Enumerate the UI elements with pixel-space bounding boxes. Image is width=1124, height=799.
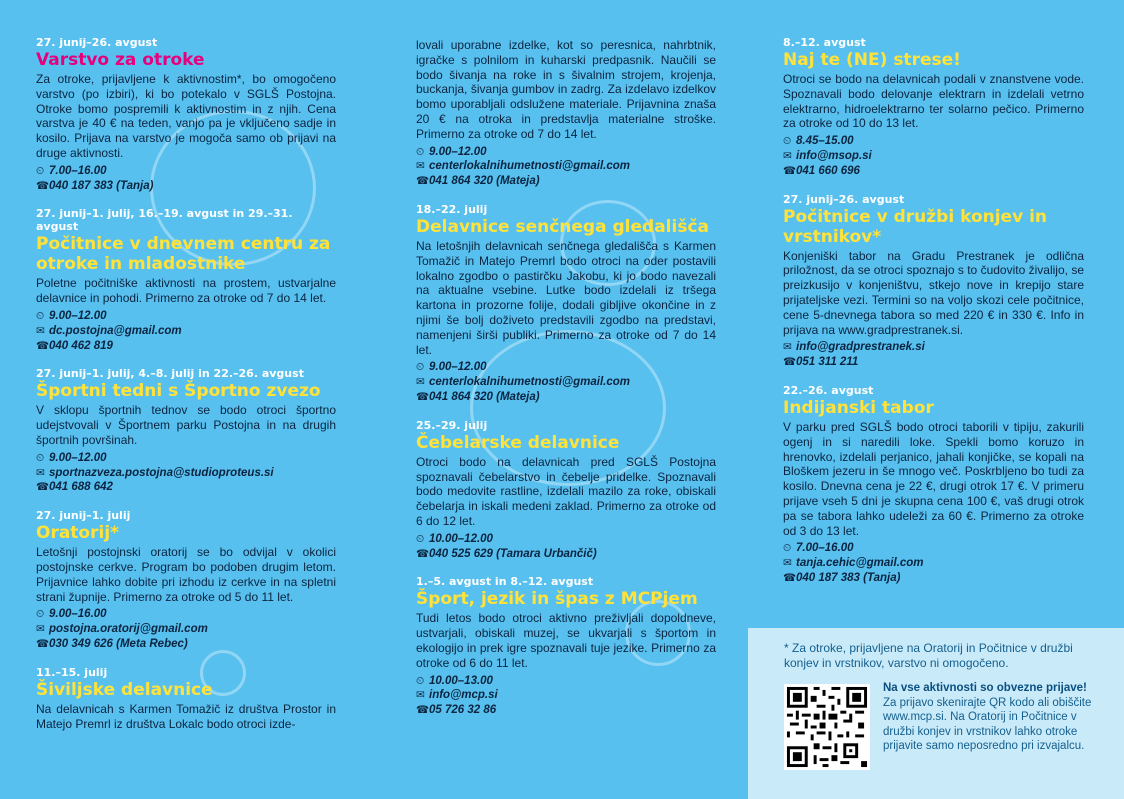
column-left bbox=[36, 36, 336, 745]
activity-title: Indijanski tabor bbox=[783, 397, 934, 418]
activity-title: Čebelarske delavnice bbox=[416, 432, 620, 453]
phone-icon: ☎ bbox=[416, 704, 430, 717]
activity-email[interactable] bbox=[36, 324, 336, 339]
activity-time bbox=[783, 134, 1084, 149]
activity-block bbox=[36, 509, 336, 652]
registration-required: Na vse aktivnosti so obvezne prijave! bbox=[883, 682, 1087, 694]
clock-icon: ⏲ bbox=[36, 309, 45, 322]
phone-icon: ☎ bbox=[783, 356, 797, 369]
activity-title: Šiviljske delavnice bbox=[36, 679, 213, 700]
mail-icon: ✉ bbox=[783, 341, 792, 354]
column-middle bbox=[416, 36, 716, 732]
activity-email[interactable] bbox=[783, 340, 1084, 355]
activity-time bbox=[416, 360, 716, 375]
activity-email[interactable] bbox=[783, 149, 1084, 164]
activity-block bbox=[36, 666, 336, 732]
activity-time-text: 9.00–12.00 bbox=[49, 309, 107, 322]
activity-block bbox=[416, 203, 716, 405]
activity-time bbox=[783, 541, 1084, 556]
qr-instructions bbox=[883, 681, 1093, 754]
activity-phone[interactable] bbox=[36, 637, 336, 652]
activity-email[interactable] bbox=[416, 159, 716, 174]
activity-date: 11.–15. julij bbox=[36, 665, 108, 679]
activity-date: 8.–12. avgust bbox=[783, 36, 866, 49]
activity-description: Poletne počitniške aktivnosti na prostem, ustvarjalne delavnice in pohodi. Primerno za otroke od 7 do 14 let. bbox=[36, 276, 336, 306]
clock-icon: ⏲ bbox=[416, 674, 425, 687]
activity-time-text: 7.00–16.00 bbox=[49, 164, 107, 177]
activity-block bbox=[36, 36, 336, 193]
activity-title: Šport, jezik in špas z MCPjem bbox=[416, 589, 698, 610]
activity-time bbox=[36, 607, 336, 622]
mail-icon: ✉ bbox=[36, 623, 45, 636]
activity-description: Na delavnicah s Karmen Tomažič iz društva Prostor in Matejo Premrl iz društva Lokalc bodo otroci izde- bbox=[36, 701, 336, 731]
clock-icon: ⏲ bbox=[36, 451, 45, 464]
activity-date: 27. junij–26. avgust bbox=[783, 192, 905, 206]
activity-email-text: info@mcp.si bbox=[429, 689, 498, 702]
activity-title: Počitnice v družbi konjev in vrstnikov* bbox=[783, 206, 1048, 247]
activity-block bbox=[783, 193, 1084, 370]
activity-time-text: 9.00–12.00 bbox=[429, 145, 487, 158]
activity-email-text: sportnazveza.postojna@studioproteus.si bbox=[49, 466, 274, 479]
activity-phone-text: 040 187 383 (Tanja) bbox=[49, 179, 154, 192]
activity-phone[interactable] bbox=[783, 571, 1084, 586]
activity-phone[interactable] bbox=[36, 179, 336, 194]
mail-icon: ✉ bbox=[36, 466, 45, 479]
activity-description: Tudi letos bodo otroci aktivno preživljali dopoldneve, ustvarjali, obiskali muzej, se ukvarjali s športom in ekologijo in prek igre spoznavali tuje jezike. Primerno za otroke od 6 do 11 let. bbox=[416, 611, 716, 670]
activity-title: Oratorij* bbox=[36, 523, 120, 544]
activity-time bbox=[36, 309, 336, 324]
phone-icon: ☎ bbox=[36, 339, 50, 352]
activity-phone-text: 030 349 626 (Meta Rebec) bbox=[49, 637, 188, 650]
activity-phone[interactable] bbox=[416, 703, 716, 718]
activity-email-text: tanja.cehic@gmail.com bbox=[796, 557, 924, 570]
activity-email-text: centerlokalnihumetnosti@gmail.com bbox=[429, 376, 631, 389]
phone-icon: ☎ bbox=[783, 164, 797, 177]
activity-date: 22.–26. avgust bbox=[783, 383, 874, 397]
activity-time bbox=[36, 164, 336, 179]
activity-time bbox=[416, 532, 716, 547]
activity-description: V parku pred SGLŠ bodo otroci taborili v tipiju, zakurili ogenj in si naredili loke. Spekli bomo koruzo in hrenovko, izdelali perjanico, jahali konjičke, se kopali na Bloškem jezeru in še mnogo več. Poskrbljeno bo tudi za kosilo. Dnevna cena je 22 €, drugi otrok 17 €. V primeru prijave vseh 5 dni je skupna cena 100 €, vaš drugi otrok pa se tabora lahko udeleži za 60 €. Primerno za otroke od 3 do 13 let. bbox=[783, 419, 1084, 538]
activity-description: V sklopu športnih tednov se bodo otroci športno udejstvovali v Športnem parku Postojna in na drugih športnih površinah. bbox=[36, 403, 336, 447]
activity-email[interactable] bbox=[416, 688, 716, 703]
activity-description: Letošnji postojnski oratorij se bo odvijal v okolici postojnske cerkve. Program bo podoben drugim letom. Prijavnice lahko dobite pri izhodu iz cerkve in na spletni strani župnije. Primerno za otroke od 5 do 11 let. bbox=[36, 545, 336, 604]
activity-phone-text: 041 864 320 (Mateja) bbox=[429, 175, 540, 188]
activity-title: Naj te (NE) strese! bbox=[783, 50, 961, 70]
activity-time-text: 7.00–16.00 bbox=[796, 542, 854, 555]
activity-date: 18.–22. julij bbox=[416, 202, 488, 216]
activity-email[interactable] bbox=[783, 556, 1084, 571]
activity-date: 27. junij–26. avgust bbox=[36, 36, 158, 49]
qr-code[interactable] bbox=[784, 684, 870, 770]
activity-title: Delavnice senčnega gledališča bbox=[416, 216, 709, 237]
activity-date: 27. junij–1. julij, 16.–19. avgust in 29.–31. avgust bbox=[36, 207, 293, 234]
activity-description: Otroci bodo na delavnicah pred SGLŠ Postojna spoznavali čebelarstvo in čebelje pridelke. Spoznavali bodo medovite rastline, izdelali mazilo za roke, obiskali čebelarja in iskali medeni zaklad. Primerno za otroke od 6 do 12 let. bbox=[416, 454, 716, 528]
activity-email-text: info@msop.si bbox=[796, 149, 872, 162]
activity-block bbox=[416, 575, 716, 718]
activity-email[interactable] bbox=[36, 622, 336, 637]
clock-icon: ⏲ bbox=[416, 532, 425, 545]
activity-date: 27. junij–1. julij, 4.–8. julij in 22.–26. avgust bbox=[36, 367, 304, 381]
mail-icon: ✉ bbox=[416, 689, 425, 702]
clock-icon: ⏲ bbox=[783, 542, 792, 555]
activity-email-text: info@gradprestranek.si bbox=[796, 341, 925, 354]
activity-email-text: centerlokalnihumetnosti@gmail.com bbox=[429, 160, 631, 173]
activity-description: Konjeniški tabor na Gradu Prestranek je odlična priložnost, da se otroci spoznajo s to čudovito živalijo, se preizkusijo v konjeništvu, stkejo nove in krepijo stare prijateljske vezi. Termini so na voljo skozi cele počitnice, cene 5-dnevnega tabora so med 220 € in 330 €. Info in prijava na www.gradprestranek.si. bbox=[783, 248, 1084, 337]
activity-phone-text: 051 311 211 bbox=[796, 356, 859, 369]
activity-block bbox=[36, 367, 336, 495]
activity-phone[interactable] bbox=[783, 355, 1084, 370]
activity-time-text: 9.00–16.00 bbox=[49, 608, 107, 621]
phone-icon: ☎ bbox=[416, 390, 430, 403]
activity-time-text: 10.00–13.00 bbox=[429, 674, 493, 687]
mail-icon: ✉ bbox=[416, 376, 425, 389]
mail-icon: ✉ bbox=[416, 160, 425, 173]
phone-icon: ☎ bbox=[36, 481, 50, 494]
clock-icon: ⏲ bbox=[416, 361, 425, 374]
activity-time-text: 8.45–15.00 bbox=[796, 135, 854, 148]
mail-icon: ✉ bbox=[783, 149, 792, 162]
footnote: * Za otroke, prijavljene na Oratorij in Počitnice v družbi konjev in vrstnikov, varstvo ni omogočeno. bbox=[784, 641, 1073, 670]
clock-icon: ⏲ bbox=[416, 145, 425, 158]
column-right bbox=[783, 36, 1084, 600]
activity-description: Na letošnjih delavnicah senčnega gledališča s Karmen Tomažič in Matejo Premrl bodo otroci na oder postavili lokalno zgodbo o pastirčku Jakobu, ki jo bodo navezali na aktualne vsebine. Lutke bodo izdelali iz tršega kartona in prozorne folije, dodali gibljive okončine in z njimi še bolj doživeto predstavili zgodbo na predstavi, namenjeni širši publiki. Primerno za otroke od 7 do 14 let. bbox=[416, 238, 716, 357]
clock-icon: ⏲ bbox=[36, 164, 45, 177]
activity-date: 27. junij–1. julij bbox=[36, 509, 131, 523]
activity-time bbox=[36, 451, 336, 466]
activity-email-text: postojna.oratorij@gmail.com bbox=[49, 623, 208, 636]
activity-time bbox=[416, 145, 716, 160]
activity-date: 1.–5. avgust in 8.–12. avgust bbox=[416, 575, 594, 589]
phone-icon: ☎ bbox=[783, 571, 797, 584]
activity-phone[interactable] bbox=[783, 164, 1084, 179]
activity-phone[interactable] bbox=[36, 339, 336, 354]
activity-title: Varstvo za otroke bbox=[36, 50, 205, 70]
activity-phone[interactable] bbox=[36, 480, 336, 495]
activity-block bbox=[416, 419, 716, 562]
activity-title: Športni tedni s Športno zvezo bbox=[36, 381, 321, 402]
activity-title: Počitnice v dnevnem centru za otroke in mladostnike bbox=[36, 234, 331, 275]
activity-phone-text: 040 462 819 bbox=[49, 339, 113, 352]
activity-time-text: 9.00–12.00 bbox=[49, 451, 107, 464]
activity-time-text: 10.00–12.00 bbox=[429, 532, 493, 545]
mail-icon: ✉ bbox=[783, 557, 792, 570]
activity-phone-text: 041 864 320 (Mateja) bbox=[429, 390, 540, 403]
activity-email[interactable] bbox=[36, 466, 336, 481]
activity-description: lovali uporabne izdelke, kot so peresnica, nahrbtnik, igračke s polnilom in kuharski predpasnik. Naučili se bodo šivanja na roke in s šivalnim strojem, krojenja, buckanja, šivanja gumbov in zadrg. Za izdelavo izdelkov bomo uporabljali odslužene materiale. Prijavnina znaša 20 € na otroka in predstavlja materialne stroške. Primerno za otroke od 7 do 14 let. bbox=[416, 38, 716, 141]
clock-icon: ⏲ bbox=[36, 608, 45, 621]
qr-instructions-text: Za prijavo skenirajte QR kodo ali obiščite www.mcp.si. Na Oratorij in Počitnice v družbi konjev in vrstnikov lahko otroke prijavite samo neposredno pri izvajalcu. bbox=[883, 696, 1092, 753]
activity-description: Otroci se bodo na delavnicah podali v znanstvene vode. Spoznavali bodo delovanje elektrarn in izdelali vetrno elektrarno, hidroelektrarno ter solarno pečico. Primerno za otroke od 10 do 13 let. bbox=[783, 72, 1084, 131]
activity-phone-text: 040 525 629 (Tamara Urbančič) bbox=[429, 547, 597, 560]
phone-icon: ☎ bbox=[416, 547, 430, 560]
activity-time-text: 9.00–12.00 bbox=[429, 361, 487, 374]
activity-time bbox=[416, 674, 716, 689]
activity-email-text: dc.postojna@gmail.com bbox=[49, 324, 182, 337]
phone-icon: ☎ bbox=[36, 637, 50, 650]
activity-date: 25.–29. julij bbox=[416, 418, 488, 432]
activity-email[interactable] bbox=[416, 375, 716, 390]
mail-icon: ✉ bbox=[36, 324, 45, 337]
activity-block bbox=[36, 207, 336, 353]
activity-phone-text: 041 688 642 bbox=[49, 481, 113, 494]
activity-phone[interactable] bbox=[416, 174, 716, 189]
phone-icon: ☎ bbox=[416, 175, 430, 188]
activity-block bbox=[416, 38, 716, 189]
activity-phone[interactable] bbox=[416, 390, 716, 405]
phone-icon: ☎ bbox=[36, 179, 50, 192]
activity-phone-text: 041 660 696 bbox=[796, 164, 860, 177]
activity-description: Za otroke, prijavljene k aktivnostim*, bo omogočeno varstvo (po izbiri), ki bo potekalo v SGLŠ Postojna. Otroke bomo pospremili k aktivnostim in z njih. Cena varstva je 40 € na teden, vanjo pa je vključeno sadje in kosilo. Prijava na varstvo je mogoča samo ob prijavi na druge aktivnosti. bbox=[36, 72, 336, 160]
activity-block bbox=[783, 36, 1084, 179]
activity-block bbox=[783, 384, 1084, 586]
activity-phone[interactable] bbox=[416, 547, 716, 562]
qr-code-icon bbox=[784, 684, 870, 770]
activity-phone-text: 05 726 32 86 bbox=[429, 704, 497, 717]
activity-phone-text: 040 187 383 (Tanja) bbox=[796, 571, 901, 584]
clock-icon: ⏲ bbox=[783, 135, 792, 148]
